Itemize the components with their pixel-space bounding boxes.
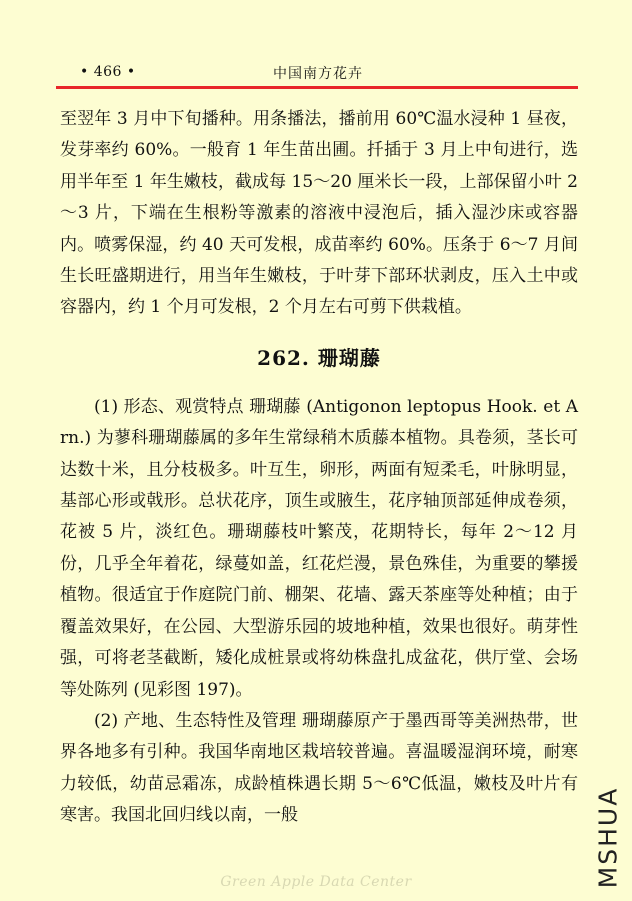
header-rule xyxy=(56,86,578,89)
paragraph-ecology: (2) 产地、生态特性及管理 珊瑚藤原产于墨西哥等美洲热带，世界各地多有引种。我国华南地区栽培较普遍。喜温暖湿润环境，耐寒力较低，幼苗忌霜冻，成龄植株遇长期 5～6℃低温，嫩枝及叶片有寒害。我国北回归线以南，一般 xyxy=(60,710,578,826)
section-title: 262. 珊瑚藤 xyxy=(257,345,381,370)
body-text xyxy=(60,104,578,832)
page-header xyxy=(58,60,578,84)
paragraph-continued: 至翌年 3 月中下旬播种。用条播法，播前用 60℃温水浸种 1 昼夜，发芽率约 60%。一般育 1 年生苗出圃。扦插于 3 月上中旬进行，选用半年至 1 年生嫩枝，截成每 15～20 厘米长一段，上部保留小叶 2～3 片，下端在生根粉等激素的溶液中浸泡后，插入湿沙床或容器内。喷雾保湿，约 40 天可发根，成苗率约 60%。压条于 6～7 月间生长旺盛期进行，用当年生嫩枝，于叶芽下部环状剥皮，压入土中或容器内，约 1 个月可发根，2 个月左右可剪下供栽植。 xyxy=(60,109,578,318)
side-watermark-text: MSHUA xyxy=(593,786,623,888)
paragraph-morphology: (1) 形态、观赏特点 珊瑚藤 (Antigonon leptopus Hook. et Arn.) 为蓼科珊瑚藤属的多年生常绿稍木质藤本植物。具卷须，茎长可达数十米，且分枝极多。叶互生，卵形，两面有短柔毛，叶脉明显，基部心形或戟形。总状花序，顶生或腋生，花序轴顶部延伸成卷须，花被 5 片，淡红色。珊瑚藤枝叶繁茂，花期特长，每年 2～12 月份，几乎全年着花，绿蔓如盖，红花烂漫，景色殊佳，为重要的攀援植物。很适宜于作庭院门前、棚架、花墙、露天茶座等处种植；由于覆盖效果好，在公园、大型游乐园的坡地种植，效果也很好。萌芽性强，可将老茎截断，矮化成桩景或将幼株盘扎成盆花，供厅堂、会场等处陈列 (见彩图 197)。 xyxy=(60,396,578,700)
running-title: 中国南方花卉 xyxy=(273,66,363,82)
page-number: • 466 • xyxy=(80,64,136,80)
footer-watermark: Green Apple Data Center xyxy=(220,874,412,890)
